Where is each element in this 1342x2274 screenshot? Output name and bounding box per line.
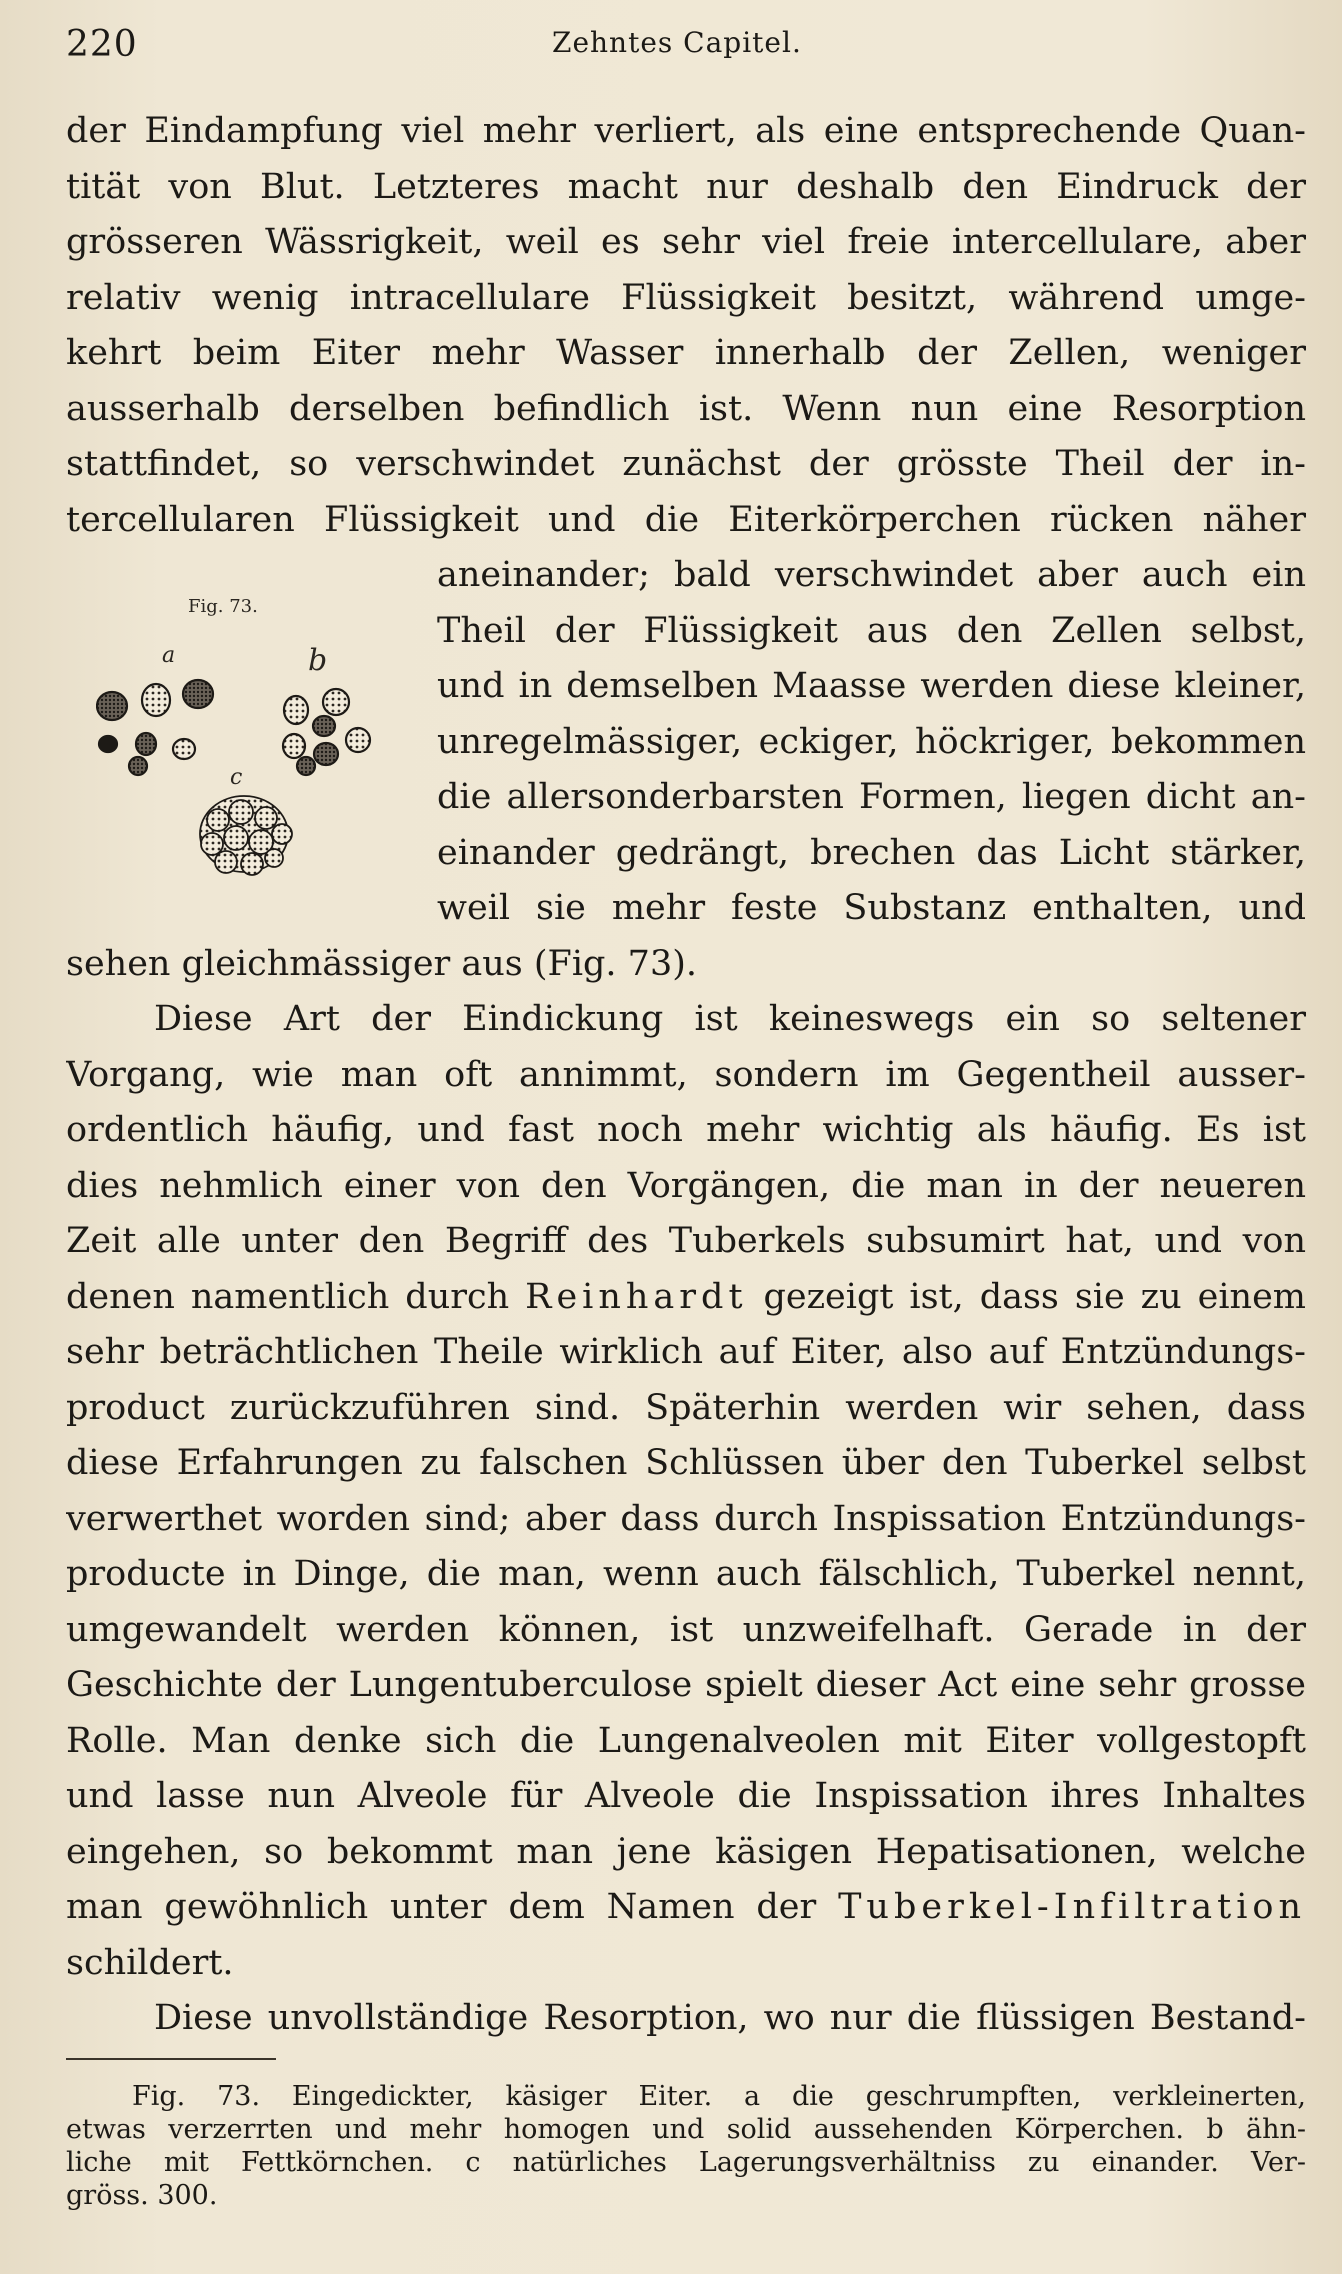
text-line: verwerthet worden sind; aber dass durch Inspissation Entzündungs- <box>66 1498 1306 1539</box>
group-c-cluster <box>200 796 292 875</box>
text-line: Diese Art der Eindickung ist keineswegs ein so seltener <box>154 999 1306 1039</box>
text-line: Geschichte der Lungentuberculose spielt dieser Act eine sehr grosse <box>66 1665 1306 1705</box>
figure-label-c: c <box>230 765 243 790</box>
text-line: tercellularen Flüssigkeit und die Eiterkörperchen rücken näher <box>66 499 1306 540</box>
text-line <box>66 1880 1306 1936</box>
text-line: Zeit alle unter den Begriff des Tuberkels subsumirt hat, und von <box>66 1221 1306 1261</box>
text-line: stattfindet, so verschwindet zunächst der grösste Theil der in- <box>66 444 1306 484</box>
figure-73-illustration <box>96 594 406 884</box>
text-line: die allersonderbarsten Formen, liegen dicht an- <box>437 777 1306 817</box>
footnote-line: liche mit Fettkörnchen. c natürliches Lagerungsverhältniss zu einander. Ver- <box>66 2147 1306 2178</box>
text-line: Theil der Flüssigkeit aus den Zellen selbst, <box>437 610 1306 651</box>
text-line: tität von Blut. Letzteres macht nur deshalb den Eindruck der <box>66 166 1306 207</box>
emphasized-term: Tuberkel-Infiltration <box>838 1887 1306 1927</box>
text-line: grösseren Wässrigkeit, weil es sehr viel freie intercellulare, aber <box>66 222 1306 262</box>
text-line: einander gedrängt, brechen das Licht stärker, <box>437 832 1306 873</box>
text-line: dies nehmlich einer von den Vorgängen, die man in der neueren <box>66 1165 1306 1206</box>
figure-label-a: a <box>162 643 176 668</box>
text-line: diese Erfahrungen zu falschen Schlüssen über den Tuberkel selbst <box>66 1443 1306 1483</box>
text-line: kehrt beim Eiter mehr Wasser innerhalb der Zellen, weniger <box>66 333 1306 373</box>
body-text <box>66 104 1306 2047</box>
text-line: und in demselben Maasse werden diese kleiner, <box>437 666 1306 706</box>
text-line <box>66 1270 1306 1326</box>
text-line: umgewandelt werden können, ist unzweifelhaft. Gerade in der <box>66 1609 1306 1650</box>
text-line: Diese unvollständige Resorption, wo nur die flüssigen Bestand- <box>154 1998 1306 2038</box>
footnote-line: Fig. 73. Eingedickter, käsiger Eiter. a die geschrumpften, verkleinerten, <box>132 2081 1306 2112</box>
text-line: weil sie mehr feste Substanz enthalten, und <box>437 888 1306 928</box>
page-number: 220 <box>66 24 138 65</box>
text-line: sehr beträchtlichen Theile wirklich auf Eiter, also auf Entzündungs- <box>66 1332 1306 1372</box>
text-line: der Eindampfung viel mehr verliert, als eine entsprechende Quan- <box>66 111 1306 151</box>
running-head: Zehntes Capitel. <box>552 26 802 59</box>
figure-73 <box>96 594 406 884</box>
text-line: aneinander; bald verschwindet aber auch ein <box>437 555 1306 595</box>
group-b-cells <box>283 689 370 775</box>
text-line: product zurückzuführen sind. Späterhin werden wir sehen, dass <box>66 1387 1306 1428</box>
text-line: schildert. <box>66 1942 234 1983</box>
group-a-cells <box>97 680 213 775</box>
text-line: producte in Dinge, die man, wenn auch fälschlich, Tuberkel nennt, <box>66 1554 1306 1594</box>
text-line: Rolle. Man denke sich die Lungenalveolen mit Eiter vollgestopft <box>66 1720 1306 1761</box>
text-line: ordentlich häufig, und fast noch mehr wichtig als häufig. Es ist <box>66 1110 1306 1150</box>
footnote-line: gröss. 300. <box>66 2180 218 2211</box>
text-line: eingehen, so bekommt man jene käsigen Hepatisationen, welche <box>66 1831 1306 1872</box>
page-header <box>66 24 1306 74</box>
text-line: sehen gleichmässiger aus (Fig. 73). <box>66 943 697 984</box>
text-line: Vorgang, wie man oft annimmt, sondern im Gegentheil ausser- <box>66 1054 1306 1095</box>
text-line: unregelmässiger, eckiger, höckriger, bekommen <box>437 721 1306 762</box>
footnote-line: etwas verzerrten und mehr homogen und solid aussehenden Körperchen. b ähn- <box>66 2114 1306 2145</box>
figure-caption-label: Fig. 73. <box>188 596 258 617</box>
text-segment: gezeigt ist, dass sie zu einem <box>763 1276 1306 1317</box>
figure-label-b: b <box>308 643 328 678</box>
text-line: ausserhalb derselben befindlich ist. Wenn nun eine Resorption <box>66 388 1306 429</box>
author-name: Reinhardt <box>525 1276 748 1317</box>
text-segment: denen namentlich durch <box>66 1276 510 1317</box>
footnote <box>66 2080 1306 2212</box>
text-line: und lasse nun Alveole für Alveole die Inspissation ihres Inhaltes <box>66 1776 1306 1816</box>
text-segment: man gewöhnlich unter dem Namen der <box>66 1887 817 1927</box>
footnote-rule <box>66 2058 276 2060</box>
text-line: relativ wenig intracellulare Flüssigkeit besitzt, während umge- <box>66 277 1306 318</box>
